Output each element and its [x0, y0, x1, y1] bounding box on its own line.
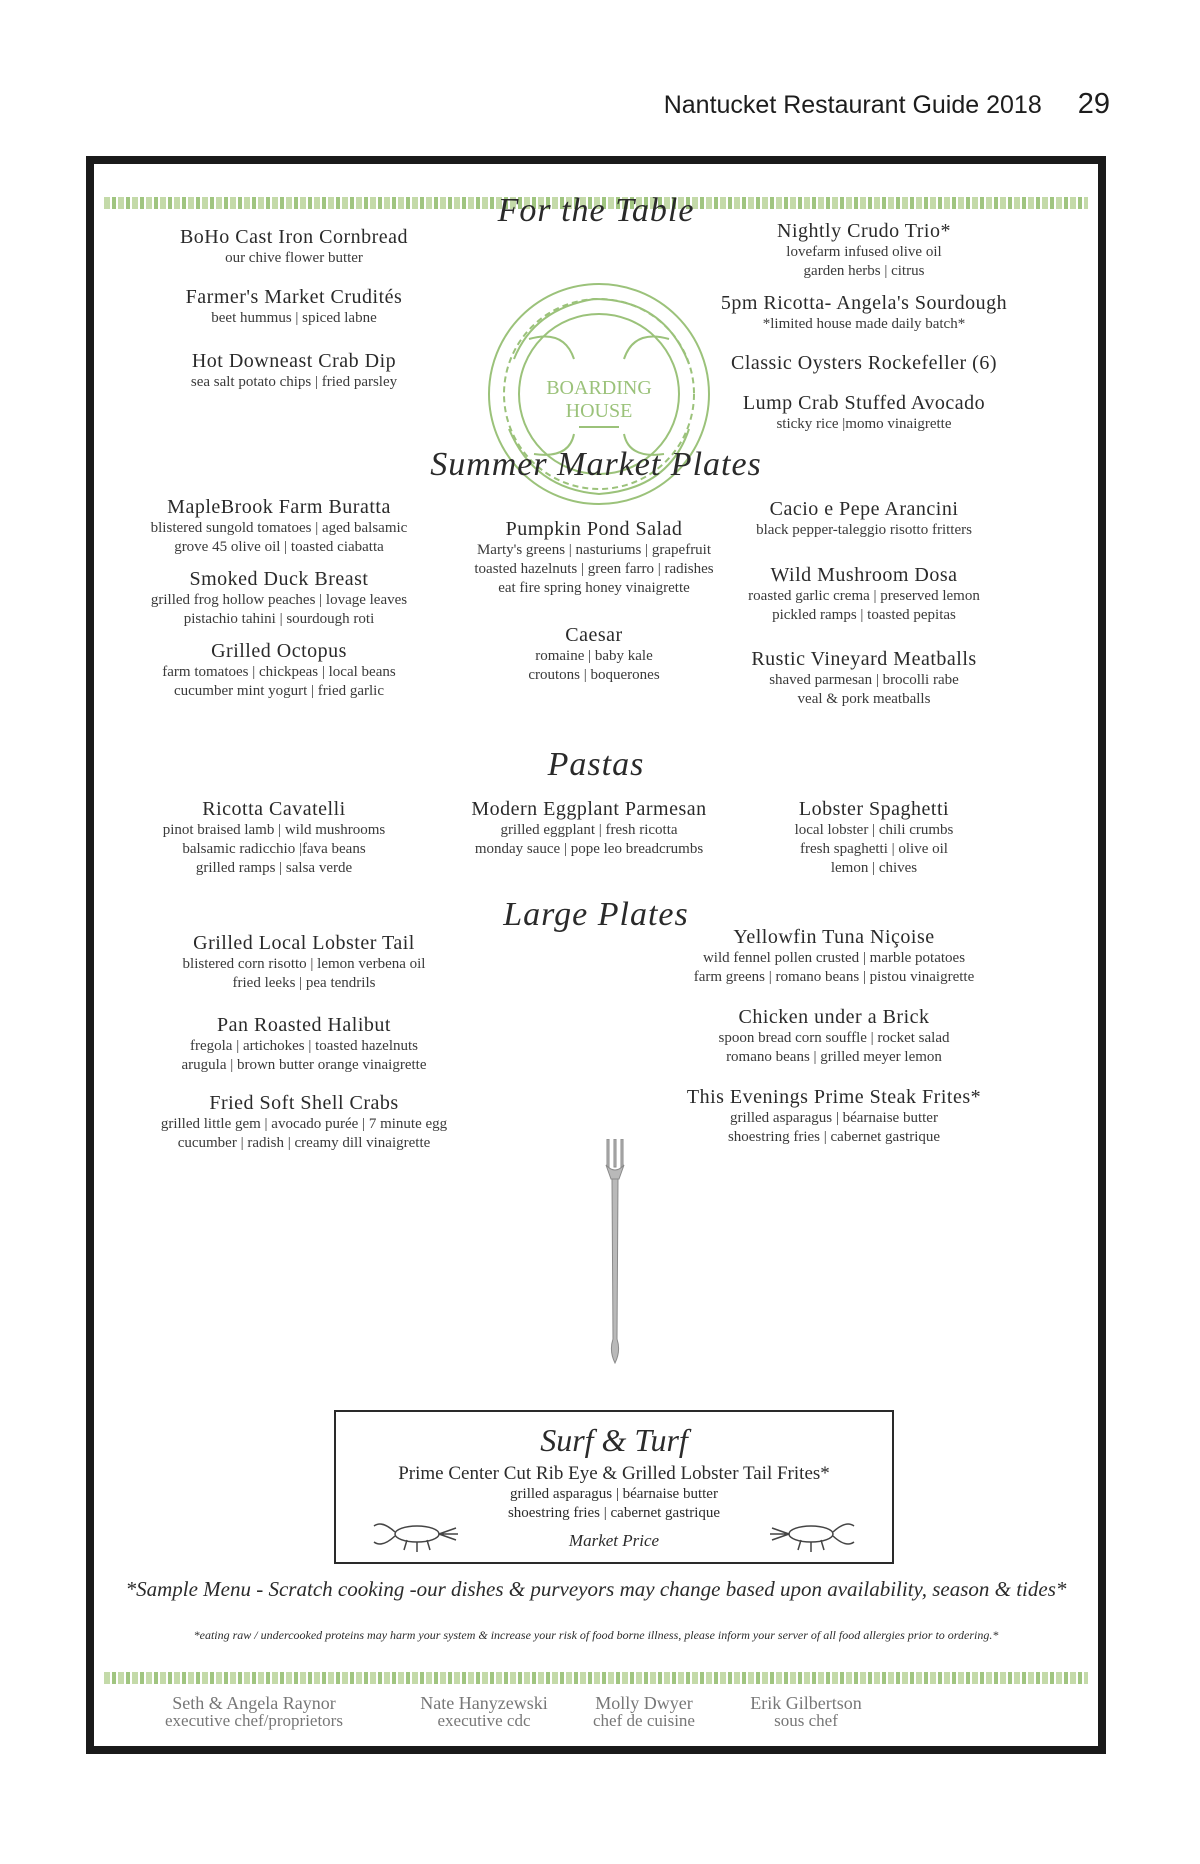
menu-item-lobster-spaghetti: Lobster Spaghetti local lobster | chili crumbs fresh spaghetti | olive oil lemon | chives: [794, 798, 954, 876]
surf-turf-desc-2: shoestring fries | cabernet gastrique: [507, 1505, 721, 1521]
menu-item-halibut: Pan Roasted Halibut fregola | artichokes | toasted hazelnuts arugula | brown butter orange vinaigrette: [181, 1014, 427, 1073]
menu-item-crudites: Farmer's Market Crudités beet hummus | spiced labne: [185, 286, 403, 326]
menu-item-ricotta-sourdough: 5pm Ricotta- Angela's Sourdough *limited house made daily batch*: [720, 292, 1008, 332]
menu-item-ricotta-cavatelli: Ricotta Cavatelli pinot braised lamb | wild mushrooms balsamic radicchio |fava beans grilled ramps | salsa verde: [162, 798, 386, 876]
sample-menu-note: *Sample Menu - Scratch cooking -our dishes & purveyors may change based upon availability, season & tides*: [125, 1577, 1067, 1601]
staff-name: Molly Dwyer: [595, 1693, 693, 1713]
market-price: Market Price: [568, 1531, 660, 1550]
menu-item-caesar: Caesar romaine | baby kale croutons | boquerones: [528, 624, 660, 683]
surf-and-turf-box: [334, 1410, 894, 1564]
menu-item-pumpkin-pond-salad: Pumpkin Pond Salad Marty's greens | nasturiums | grapefruit toasted hazelnuts | green farro | radishes eat fire spring honey vinaigrette: [474, 518, 714, 596]
page-number: 29: [1077, 88, 1110, 120]
menu-item-octopus: Grilled Octopus farm tomatoes | chickpeas | local beans cucumber mint yogurt | fried garlic: [162, 640, 396, 699]
surf-turf-name: Prime Center Cut Rib Eye & Grilled Lobster Tail Frites*: [398, 1463, 830, 1484]
fork-illustration: [599, 1139, 631, 1369]
svg-text:HOUSE: HOUSE: [565, 400, 633, 422]
section-title-for-the-table: For the Table: [497, 192, 695, 229]
staff-role: executive chef/proprietors: [165, 1711, 343, 1730]
menu-item-buratta: MapleBrook Farm Buratta blistered sungold tomatoes | aged balsamic grove 45 olive oil | toasted ciabatta: [150, 496, 408, 555]
lobster-illustration-right: [766, 1512, 856, 1554]
menu-item-cornbread: BoHo Cast Iron Cornbread our chive flower butter: [179, 226, 409, 266]
page-header: [664, 88, 1110, 121]
menu-item-arancini: Cacio e Pepe Arancini black pepper-taleggio risotto fritters: [756, 498, 972, 538]
staff-name: Erik Gilbertson: [750, 1693, 862, 1713]
menu-item-crab-dip: Hot Downeast Crab Dip sea salt potato chips | fried parsley: [190, 350, 398, 390]
section-title-surf-turf: Surf & Turf: [540, 1422, 688, 1458]
raw-food-warning: *eating raw / undercooked proteins may harm your system & increase your risk of food borne illness, please inform your server of all food allergies prior to ordering.*: [193, 1628, 999, 1642]
menu-item-oysters: Classic Oysters Rockefeller (6): [731, 352, 997, 374]
guide-title: Nantucket Restaurant Guide 2018: [663, 91, 1042, 119]
staff-role: chef de cuisine: [593, 1711, 695, 1730]
section-title-large-plates: Large Plates: [503, 896, 689, 933]
staff-name: Nate Hanyzewski: [420, 1693, 548, 1713]
bottom-lace-border: [104, 1672, 1088, 1684]
menu-item-crudo-trio: Nightly Crudo Trio* lovefarm infused olive oil garden herbs | citrus: [777, 220, 951, 279]
staff-role: executive cdc: [437, 1711, 531, 1730]
menu-item-steak-frites: This Evenings Prime Steak Frites* grilled asparagus | béarnaise butter shoestring fries | cabernet gastrique: [686, 1086, 982, 1145]
menu-item-chicken-under-brick: Chicken under a Brick spoon bread corn souffle | rocket salad romano beans | grilled meyer lemon: [718, 1006, 950, 1065]
svg-text:BOARDING: BOARDING: [546, 377, 652, 399]
menu-item-duck-breast: Smoked Duck Breast grilled frog hollow peaches | lovage leaves pistachio tahini | sourdough roti: [150, 568, 408, 627]
surf-turf-desc-1: grilled asparagus | béarnaise butter: [510, 1486, 718, 1502]
staff-role: sous chef: [774, 1711, 838, 1730]
menu-item-eggplant-parmesan: Modern Eggplant Parmesan grilled eggplant | fresh ricotta monday sauce | pope leo breadcrumbs: [471, 798, 707, 857]
menu-item-crab-avocado: Lump Crab Stuffed Avocado sticky rice |momo vinaigrette: [742, 392, 986, 432]
menu-item-soft-shell-crabs: Fried Soft Shell Crabs grilled little gem | avocado purée | 7 minute egg cucumber | radish | creamy dill vinaigrette: [160, 1092, 448, 1151]
lobster-illustration-left: [372, 1512, 462, 1554]
menu-frame: [86, 156, 1106, 1754]
menu-item-mushroom-dosa: Wild Mushroom Dosa roasted garlic crema | preserved lemon pickled ramps | toasted pepitas: [748, 564, 980, 623]
menu-item-meatballs: Rustic Vineyard Meatballs shaved parmesan | brocolli rabe veal & pork meatballs: [751, 648, 977, 707]
section-title-summer-market: Summer Market Plates: [430, 446, 762, 483]
staff-sous-chef: [706, 1694, 906, 1730]
menu-item-tuna-nicoise: Yellowfin Tuna Niçoise wild fennel pollen crusted | marble potatoes farm greens | romano beans | pistou vinaigrette: [693, 926, 975, 985]
staff-owners: [134, 1694, 374, 1730]
staff-name: Seth & Angela Raynor: [172, 1693, 336, 1713]
section-title-pastas: Pastas: [547, 746, 645, 783]
menu-item-lobster-tail: Grilled Local Lobster Tail blistered corn risotto | lemon verbena oil fried leeks | pea tendrils: [182, 932, 426, 991]
